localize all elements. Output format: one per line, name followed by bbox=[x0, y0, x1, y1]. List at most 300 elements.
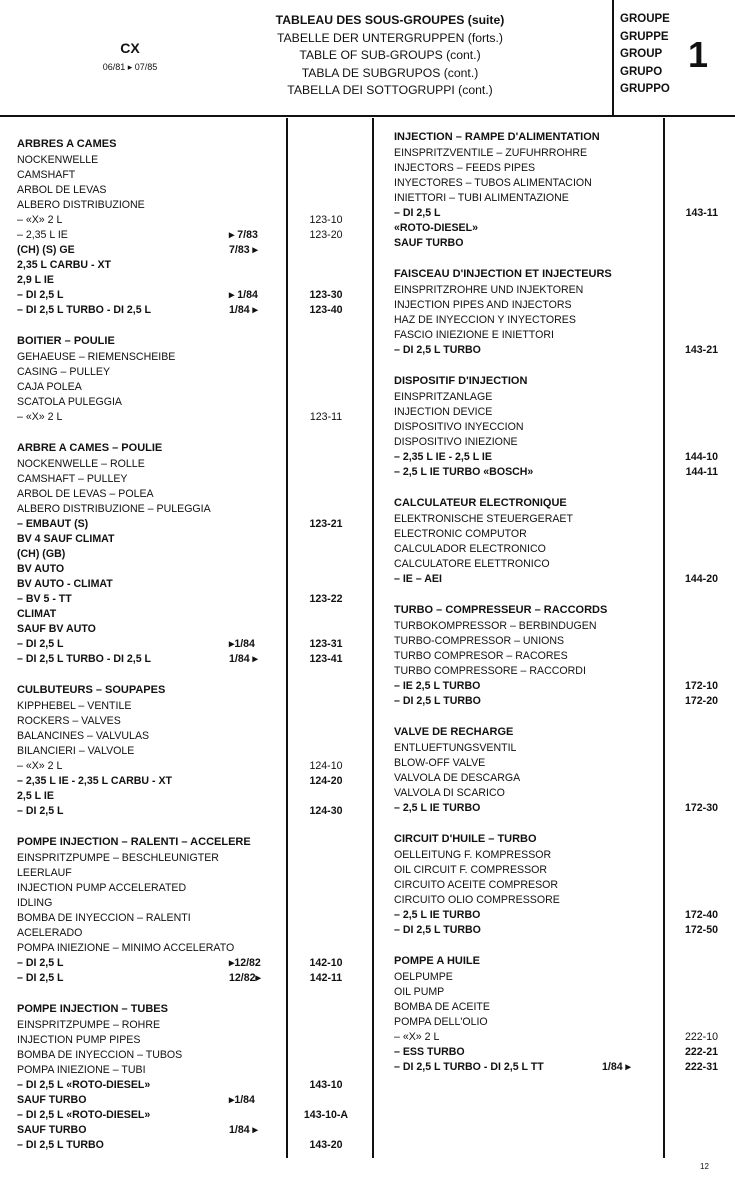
entry-ref[interactable]: 123-11 bbox=[309, 411, 343, 423]
entry-text: EINSPRITZPUMPE – BESCHLEUNIGTER bbox=[17, 852, 219, 864]
entry-text: (CH) (GB) bbox=[17, 548, 66, 560]
entry-line bbox=[17, 1123, 357, 1138]
entry-text: TURBO-COMPRESSOR – UNIONS bbox=[394, 635, 565, 647]
entry-text: INJECTION PUMP PIPES bbox=[17, 1034, 141, 1046]
section-heading bbox=[394, 372, 724, 390]
entry-text: DISPOSITIF D'INJECTION bbox=[394, 375, 528, 387]
entry-line bbox=[394, 786, 724, 801]
entry-text: POMPA INIEZIONE – TUBI bbox=[17, 1064, 146, 1076]
entry-line bbox=[394, 1045, 724, 1060]
entry-date: 1/84 ▸ bbox=[229, 1124, 258, 1136]
center-divider bbox=[372, 118, 374, 1158]
entry-text: – DI 2,5 L TURBO - DI 2,5 L bbox=[17, 653, 152, 665]
right-column bbox=[394, 128, 724, 1089]
entry-text: – IE 2,5 L TURBO bbox=[394, 680, 481, 692]
entry-text: 2,9 L IE bbox=[17, 274, 54, 286]
entry-line bbox=[394, 893, 724, 908]
entry-ref[interactable]: 123-21 bbox=[309, 518, 343, 530]
entry-ref[interactable]: 124-30 bbox=[309, 805, 343, 817]
entry-text: POMPE INJECTION – RALENTI – ACCELERE bbox=[17, 836, 251, 848]
entry-text: LEERLAUF bbox=[17, 867, 72, 879]
entry-line bbox=[17, 457, 357, 472]
section-block bbox=[17, 332, 357, 425]
entry-line bbox=[17, 1078, 357, 1093]
entry-line bbox=[17, 183, 357, 198]
entry-text: CAJA POLEA bbox=[17, 381, 82, 393]
entry-date: ▸ 7/83 bbox=[229, 229, 258, 241]
group-label-fr: GROUPE bbox=[620, 13, 670, 25]
entry-text: ARBRE A CAMES – POULIE bbox=[17, 442, 163, 454]
entry-line bbox=[17, 517, 357, 532]
entry-text: POMPA DELL'OLIO bbox=[394, 1016, 488, 1028]
section-heading bbox=[17, 681, 357, 699]
entry-text: SAUF TURBO bbox=[17, 1124, 87, 1136]
entry-text: – BV 5 - TT bbox=[17, 593, 72, 605]
entry-ref[interactable]: 123-40 bbox=[309, 304, 343, 316]
entry-line bbox=[17, 699, 357, 714]
entry-line bbox=[394, 465, 724, 480]
section-block bbox=[17, 439, 357, 667]
entry-line bbox=[17, 365, 357, 380]
entry-line bbox=[394, 435, 724, 450]
entry-text: TURBO – COMPRESSEUR – RACCORDS bbox=[394, 604, 608, 616]
entry-text: BALANCINES – VALVULAS bbox=[17, 730, 150, 742]
entry-line bbox=[394, 923, 724, 938]
entry-text: – DI 2,5 L TURBO bbox=[394, 344, 481, 356]
entry-date: 1/84 ▸ bbox=[229, 653, 258, 665]
entry-ref[interactable]: 124-10 bbox=[309, 760, 343, 772]
entry-ref[interactable]: 222-10 bbox=[685, 1031, 718, 1043]
group-label-it: GRUPPO bbox=[620, 83, 670, 95]
entry-text: ALBERO DISTRIBUZIONE – PULEGGIA bbox=[17, 503, 211, 515]
entry-text: EINSPRITZANLAGE bbox=[394, 391, 493, 403]
entry-line bbox=[394, 176, 724, 191]
entry-text: – 2,35 L IE - 2,5 L IE bbox=[394, 451, 492, 463]
entry-line bbox=[17, 1093, 357, 1108]
entry-text: – DI 2,5 L bbox=[17, 805, 64, 817]
model-block bbox=[95, 40, 165, 73]
entry-ref[interactable]: 143-20 bbox=[309, 1139, 343, 1151]
entry-line bbox=[17, 714, 357, 729]
group-label-es: GRUPO bbox=[620, 65, 663, 78]
entry-text: SAUF BV AUTO bbox=[17, 623, 96, 635]
entry-text: INJECTION DEVICE bbox=[394, 406, 493, 418]
entry-text: – «X» 2 L bbox=[394, 1031, 440, 1043]
entry-line bbox=[17, 637, 357, 652]
entry-line bbox=[394, 542, 724, 557]
entry-text: CIRCUITO OLIO COMPRESSORE bbox=[394, 894, 560, 906]
entry-line bbox=[394, 801, 724, 816]
entry-line bbox=[394, 1060, 724, 1075]
entry-ref[interactable]: 143-10 bbox=[309, 1079, 343, 1091]
entry-text: INJECTION PIPES AND INJECTORS bbox=[394, 299, 572, 311]
entry-date: 1/84 ▸ bbox=[229, 304, 258, 316]
entry-line bbox=[394, 741, 724, 756]
entry-line bbox=[394, 664, 724, 679]
entry-line bbox=[17, 288, 357, 303]
entry-ref[interactable]: 123-30 bbox=[309, 289, 343, 301]
section-block bbox=[394, 265, 724, 358]
section-block bbox=[394, 601, 724, 709]
section-heading bbox=[394, 830, 724, 848]
entry-text: TURBO COMPRESSORE – RACCORDI bbox=[394, 665, 586, 677]
section-heading bbox=[17, 439, 357, 457]
entry-line bbox=[17, 1108, 357, 1123]
entry-text: – DI 2,5 L TURBO - DI 2,5 L TT bbox=[394, 1061, 544, 1073]
left-column bbox=[17, 135, 357, 1167]
entry-text: INJECTION PUMP ACCELERATED bbox=[17, 882, 187, 894]
entry-text: (CH) (S) GE bbox=[17, 244, 75, 256]
entry-line bbox=[394, 863, 724, 878]
entry-text: – DI 2,5 L bbox=[17, 638, 64, 650]
entry-text: – «X» 2 L bbox=[17, 411, 63, 423]
entry-text: CAMSHAFT bbox=[17, 169, 76, 181]
section-block bbox=[17, 681, 357, 819]
section-heading bbox=[394, 601, 724, 619]
entry-ref[interactable]: 123-22 bbox=[309, 593, 343, 605]
section-heading bbox=[394, 128, 724, 146]
entry-date: 1/84 ▸ bbox=[602, 1061, 631, 1073]
entry-text: OELLEITUNG F. KOMPRESSOR bbox=[394, 849, 552, 861]
entry-text: CALCULADOR ELECTRONICO bbox=[394, 543, 546, 555]
entry-line bbox=[17, 1138, 357, 1153]
entry-line bbox=[394, 206, 724, 221]
entry-date: 12/82▸ bbox=[229, 972, 261, 984]
entry-text: – DI 2,5 L TURBO bbox=[394, 695, 481, 707]
entry-text: CAMSHAFT – PULLEY bbox=[17, 473, 128, 485]
entry-text: INYECTORES – TUBOS ALIMENTACION bbox=[394, 177, 592, 189]
entry-line bbox=[394, 694, 724, 709]
entry-line bbox=[394, 649, 724, 664]
entry-text: – DI 2,5 L bbox=[17, 289, 64, 301]
entry-text: CIRCUIT D'HUILE – TURBO bbox=[394, 833, 537, 845]
entry-line bbox=[17, 607, 357, 622]
entry-ref[interactable]: 172-30 bbox=[685, 802, 718, 814]
entry-line bbox=[394, 420, 724, 435]
section-heading bbox=[17, 135, 357, 153]
entry-line bbox=[17, 213, 357, 228]
entry-ref[interactable]: 222-31 bbox=[685, 1061, 718, 1073]
header-divider-left bbox=[612, 0, 614, 116]
group-labels bbox=[620, 11, 670, 99]
entry-line bbox=[394, 771, 724, 786]
entry-line bbox=[394, 619, 724, 634]
entry-ref[interactable]: 123-20 bbox=[309, 229, 343, 241]
entry-line bbox=[17, 395, 357, 410]
entry-text: NOCKENWELLE – ROLLE bbox=[17, 458, 145, 470]
entry-text: BOMBA DE INYECCION – TUBOS bbox=[17, 1049, 183, 1061]
entry-text: BILANCIERI – VALVOLE bbox=[17, 745, 135, 757]
entry-line bbox=[394, 450, 724, 465]
entry-text: NOCKENWELLE bbox=[17, 154, 99, 166]
entry-text: – «X» 2 L bbox=[17, 214, 63, 226]
entry-line bbox=[17, 774, 357, 789]
entry-line bbox=[394, 191, 724, 206]
entry-ref[interactable]: 172-40 bbox=[685, 909, 718, 921]
entry-line bbox=[17, 258, 357, 273]
entry-text: – «X» 2 L bbox=[17, 760, 63, 772]
entry-text: 2,5 L IE bbox=[17, 790, 54, 802]
entry-ref[interactable]: 142-10 bbox=[309, 957, 343, 969]
entry-line bbox=[17, 532, 357, 547]
entry-text: SCATOLA PULEGGIA bbox=[17, 396, 122, 408]
entry-ref[interactable]: 144-20 bbox=[685, 573, 718, 585]
entry-text: BV AUTO - CLIMAT bbox=[17, 578, 113, 590]
page-number: 12 bbox=[700, 1162, 709, 1171]
entry-text: POMPA INIEZIONE – MINIMO ACCELERATO bbox=[17, 942, 235, 954]
section-heading bbox=[394, 265, 724, 283]
entry-line bbox=[17, 622, 357, 637]
entry-text: – 2,35 L IE bbox=[17, 229, 68, 241]
section-block bbox=[394, 128, 724, 251]
entry-text: 2,35 L CARBU - XT bbox=[17, 259, 111, 271]
entry-text: CALCULATEUR ELECTRONIQUE bbox=[394, 497, 567, 509]
title-de: TABELLE DER UNTERGRUPPEN (forts.) bbox=[277, 30, 503, 45]
entry-text: – 2,5 L IE TURBO «BOSCH» bbox=[394, 466, 534, 478]
entry-line bbox=[394, 146, 724, 161]
entry-text: VALVOLA DE DESCARGA bbox=[394, 772, 521, 784]
entry-text: VALVE DE RECHARGE bbox=[394, 726, 514, 738]
section-heading bbox=[394, 952, 724, 970]
title-en: TABLE OF SUB-GROUPS (cont.) bbox=[299, 48, 481, 62]
entry-text: EINSPRITZROHRE UND INJEKTOREN bbox=[394, 284, 584, 296]
entry-text: INIETTORI – TUBI ALIMENTAZIONE bbox=[394, 192, 569, 204]
entry-text: CULBUTEURS – SOUPAPES bbox=[17, 684, 166, 696]
entry-line bbox=[17, 971, 357, 986]
entry-line bbox=[17, 789, 357, 804]
entry-text: – EMBAUT (S) bbox=[17, 518, 89, 530]
entry-text: – IE – AEI bbox=[394, 573, 442, 585]
section-block bbox=[394, 830, 724, 938]
entry-line bbox=[17, 562, 357, 577]
entry-ref[interactable]: 143-11 bbox=[685, 207, 718, 219]
entry-date: ▸12/82 bbox=[229, 957, 261, 969]
entry-line bbox=[394, 1000, 724, 1015]
entry-ref[interactable]: 144-10 bbox=[685, 451, 718, 463]
entry-line bbox=[17, 350, 357, 365]
entry-text: ELECTRONIC COMPUTOR bbox=[394, 528, 527, 540]
entry-text: – DI 2,5 L TURBO bbox=[394, 924, 481, 936]
entry-line bbox=[394, 908, 724, 923]
entry-ref[interactable]: 123-31 bbox=[309, 638, 343, 650]
entry-line bbox=[394, 298, 724, 313]
entry-line bbox=[394, 236, 724, 251]
entry-text: SAUF TURBO bbox=[394, 237, 464, 249]
entry-date: ▸ 1/84 bbox=[229, 289, 258, 301]
entry-ref[interactable]: 124-20 bbox=[309, 775, 343, 787]
page-title bbox=[240, 12, 540, 100]
group-label-de: GRUPPE bbox=[620, 30, 669, 43]
entry-line bbox=[17, 303, 357, 318]
entry-text: HAZ DE INYECCION Y INYECTORES bbox=[394, 314, 576, 326]
entry-line bbox=[17, 866, 357, 881]
entry-line bbox=[17, 1018, 357, 1033]
entry-line bbox=[394, 848, 724, 863]
entry-text: «ROTO-DIESEL» bbox=[394, 222, 478, 234]
entry-text: ELEKTRONISCHE STEUERGERAET bbox=[394, 513, 573, 525]
entry-text: ACELERADO bbox=[17, 927, 83, 939]
entry-line bbox=[17, 926, 357, 941]
entry-text: VALVOLA DI SCARICO bbox=[394, 787, 505, 799]
entry-line bbox=[394, 557, 724, 572]
entry-text: BOMBA DE ACEITE bbox=[394, 1001, 490, 1013]
entry-line bbox=[17, 851, 357, 866]
entry-line bbox=[17, 652, 357, 667]
title-it: TABELLA DEI SOTTOGRUPPI (cont.) bbox=[287, 83, 493, 97]
entry-line bbox=[394, 679, 724, 694]
section-block bbox=[394, 372, 724, 480]
entry-line bbox=[17, 592, 357, 607]
section-block bbox=[17, 135, 357, 318]
entry-line bbox=[17, 273, 357, 288]
section-block bbox=[394, 952, 724, 1075]
entry-line bbox=[17, 502, 357, 517]
entry-text: OELPUMPE bbox=[394, 971, 453, 983]
entry-line bbox=[17, 198, 357, 213]
entry-line bbox=[17, 1063, 357, 1078]
entry-line bbox=[394, 1030, 724, 1045]
entry-text: CIRCUITO ACEITE COMPRESOR bbox=[394, 879, 559, 891]
entry-text: BOITIER – POULIE bbox=[17, 335, 115, 347]
section-block bbox=[17, 833, 357, 986]
entry-line bbox=[394, 343, 724, 358]
entry-line bbox=[17, 729, 357, 744]
entry-text: – ESS TURBO bbox=[394, 1046, 465, 1058]
entry-line bbox=[17, 759, 357, 774]
entry-line bbox=[394, 405, 724, 420]
entry-line bbox=[17, 896, 357, 911]
entry-line bbox=[394, 572, 724, 587]
header-rule bbox=[0, 115, 735, 117]
entry-line bbox=[17, 1048, 357, 1063]
section-heading bbox=[17, 1000, 357, 1018]
entry-ref[interactable]: 142-11 bbox=[309, 972, 343, 984]
entry-text: – DI 2,5 L «ROTO-DIESEL» bbox=[17, 1079, 151, 1091]
entry-line bbox=[17, 881, 357, 896]
entry-line bbox=[394, 985, 724, 1000]
entry-line bbox=[394, 313, 724, 328]
entry-text: CALCULATORE ELETTRONICO bbox=[394, 558, 550, 570]
section-heading bbox=[17, 332, 357, 350]
entry-line bbox=[17, 472, 357, 487]
entry-text: CLIMAT bbox=[17, 608, 57, 620]
entry-line bbox=[394, 756, 724, 771]
entry-line bbox=[394, 970, 724, 985]
entry-text: CASING – PULLEY bbox=[17, 366, 111, 378]
entry-text: FASCIO INIEZIONE E INIETTORI bbox=[394, 329, 554, 341]
entry-text: INJECTORS – FEEDS PIPES bbox=[394, 162, 536, 174]
entry-ref[interactable]: 144-11 bbox=[685, 466, 718, 478]
section-block bbox=[394, 494, 724, 587]
entry-text: – 2,5 L IE TURBO bbox=[394, 802, 481, 814]
section-block bbox=[17, 1000, 357, 1153]
entry-text: EINSPRITZVENTILE – ZUFUHRROHRE bbox=[394, 147, 588, 159]
entry-text: – DI 2,5 L bbox=[394, 207, 441, 219]
entry-text: BOMBA DE INYECCION – RALENTI bbox=[17, 912, 191, 924]
entry-date: ▸1/84 bbox=[229, 1094, 255, 1106]
entry-line bbox=[17, 487, 357, 502]
entry-line bbox=[394, 878, 724, 893]
entry-text: POMPE A HUILE bbox=[394, 955, 480, 967]
section-block bbox=[394, 723, 724, 816]
entry-text: – DI 2,5 L bbox=[17, 972, 64, 984]
entry-ref[interactable]: 172-50 bbox=[685, 924, 718, 936]
entry-text: ARBRES A CAMES bbox=[17, 138, 117, 150]
entry-text: ARBOL DE LEVAS bbox=[17, 184, 107, 196]
entry-line bbox=[394, 634, 724, 649]
entry-text: TURBO COMPRESOR – RACORES bbox=[394, 650, 568, 662]
entry-text: ARBOL DE LEVAS – POLEA bbox=[17, 488, 154, 500]
entry-line bbox=[394, 283, 724, 298]
entry-line bbox=[17, 956, 357, 971]
entry-line bbox=[17, 228, 357, 243]
entry-line bbox=[394, 390, 724, 405]
entry-line bbox=[17, 1033, 357, 1048]
entry-line bbox=[17, 911, 357, 926]
entry-date: 7/83 ▸ bbox=[229, 244, 258, 256]
entry-text: – 2,5 L IE TURBO bbox=[394, 909, 481, 921]
entry-line bbox=[17, 941, 357, 956]
entry-line bbox=[17, 380, 357, 395]
entry-text: ENTLUEFTUNGSVENTIL bbox=[394, 742, 517, 754]
model-name: CX bbox=[120, 40, 140, 56]
entry-line bbox=[17, 410, 357, 425]
entry-text: DISPOSITIVO INIEZIONE bbox=[394, 436, 518, 448]
entry-text: GEHAEUSE – RIEMENSCHEIBE bbox=[17, 351, 176, 363]
entry-text: ROCKERS – VALVES bbox=[17, 715, 121, 727]
entry-text: OIL CIRCUIT F. COMPRESSOR bbox=[394, 864, 548, 876]
entry-ref[interactable]: 143-21 bbox=[685, 344, 718, 356]
entry-line bbox=[17, 744, 357, 759]
entry-ref[interactable]: 172-10 bbox=[685, 680, 718, 692]
entry-ref[interactable]: 143-10-A bbox=[303, 1109, 349, 1121]
entry-ref[interactable]: 123-41 bbox=[309, 653, 343, 665]
entry-text: – 2,35 L IE - 2,35 L CARBU - XT bbox=[17, 775, 173, 787]
title-fr: TABLEAU DES SOUS-GROUPES (suite) bbox=[275, 13, 505, 27]
entry-text: – DI 2,5 L «ROTO-DIESEL» bbox=[17, 1109, 151, 1121]
entry-text: – DI 2,5 L TURBO bbox=[17, 1139, 104, 1151]
entry-ref[interactable]: 123-10 bbox=[309, 214, 343, 226]
entry-line bbox=[17, 153, 357, 168]
entry-text: FAISCEAU D'INJECTION ET INJECTEURS bbox=[394, 268, 612, 280]
entry-text: OIL PUMP bbox=[394, 986, 445, 998]
entry-text: – DI 2,5 L bbox=[17, 957, 64, 969]
entry-line bbox=[17, 577, 357, 592]
entry-text: BLOW-OFF VALVE bbox=[394, 757, 486, 769]
section-heading bbox=[17, 833, 357, 851]
entry-line bbox=[394, 527, 724, 542]
title-es: TABLA DE SUBGRUPOS (cont.) bbox=[301, 65, 479, 80]
entry-text: DISPOSITIVO INYECCION bbox=[394, 421, 524, 433]
entry-text: ALBERO DISTRIBUZIONE bbox=[17, 199, 145, 211]
group-label-en: GROUP bbox=[620, 48, 663, 60]
entry-ref[interactable]: 222-21 bbox=[685, 1046, 718, 1058]
group-number: 1 bbox=[688, 34, 709, 75]
entry-text: KIPPHEBEL – VENTILE bbox=[17, 700, 132, 712]
entry-line bbox=[17, 243, 357, 258]
entry-text: INJECTION – RAMPE D'ALIMENTATION bbox=[394, 131, 600, 143]
entry-line bbox=[17, 804, 357, 819]
entry-line bbox=[394, 1015, 724, 1030]
entry-ref[interactable]: 172-20 bbox=[685, 695, 718, 707]
entry-line bbox=[394, 161, 724, 176]
entry-line bbox=[394, 512, 724, 527]
entry-text: BV AUTO bbox=[17, 563, 65, 575]
entry-text: SAUF TURBO bbox=[17, 1094, 87, 1106]
entry-text: TURBOKOMPRESSOR – BERBINDUGEN bbox=[394, 620, 597, 632]
entry-text: EINSPRITZPUMPE – ROHRE bbox=[17, 1019, 161, 1031]
section-heading bbox=[394, 494, 724, 512]
